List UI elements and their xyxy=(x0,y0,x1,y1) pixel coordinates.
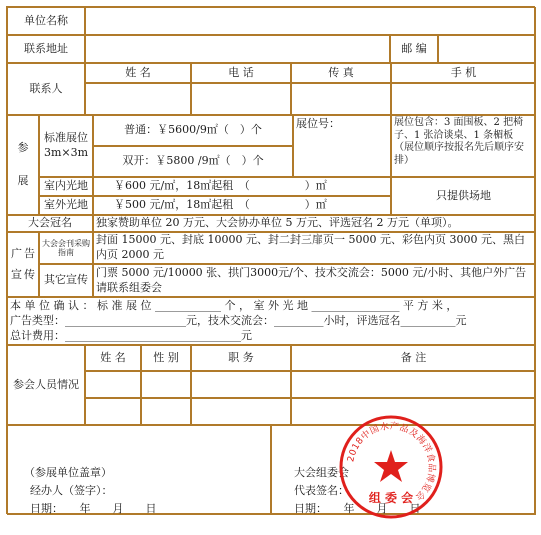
confirmation-section[interactable] xyxy=(7,297,536,345)
fax-field[interactable] xyxy=(291,83,391,115)
unit-name-label: 单位名称 xyxy=(7,7,85,35)
participant-row-2-gender[interactable] xyxy=(141,398,191,425)
indoor-ground-field[interactable]: ￥600 元/㎡，18㎡起租 （ ）㎡ xyxy=(93,177,391,196)
exhibitor-seal-label: （参展单位盖章） xyxy=(24,466,112,479)
handler-signature-label: 经办人（签字）： xyxy=(30,484,113,497)
standard-booth-label: 标准展位 3m×3m xyxy=(39,115,93,177)
participant-row-1-gender[interactable] xyxy=(141,371,191,398)
contact-address-label: 联系地址 xyxy=(7,35,85,63)
confirm-line-2: 广告类型：______________________元，技术交流会：_________小时，评选冠名__________元 xyxy=(10,313,467,327)
postcode-field[interactable] xyxy=(438,35,536,63)
seal-ring-text: 2018中国水产品及海洋食品博览会 xyxy=(346,421,437,502)
venue-only-note: 只提供场地 xyxy=(391,177,536,215)
outdoor-ground-field[interactable]: ￥500 元/㎡，18㎡起租 （ ）㎡ xyxy=(93,196,391,215)
mobile-header: 手 机 xyxy=(391,63,536,83)
indoor-ground-label: 室内光地 xyxy=(39,177,93,196)
name-header: 姓 名 xyxy=(85,63,191,83)
seal-bottom-text: 组 委 会 xyxy=(368,491,414,505)
contact-address-field[interactable] xyxy=(85,35,390,63)
official-seal-stamp xyxy=(338,414,444,520)
participant-row-2-name[interactable] xyxy=(85,398,141,425)
title-sponsor-label: 大会冠名 xyxy=(7,215,93,232)
exhibitor-date-label: 日期： 年 月 日 xyxy=(30,502,157,515)
booth-double-option[interactable]: 双开：￥5800 /9㎡（ ）个 xyxy=(93,146,293,177)
title-sponsor-text: 独家赞助单位 20 万元、大会协办单位 5 万元、评选冠名 2 万元（单项）。 xyxy=(93,215,536,232)
committee-label: 大会组委会 xyxy=(294,466,349,479)
name-field[interactable] xyxy=(85,83,191,115)
fax-header: 传 真 xyxy=(291,63,391,83)
committee-date-label: 日期： 年 月 日 xyxy=(294,502,421,515)
exhibitor-signature-box[interactable] xyxy=(7,425,271,515)
booth-single-option[interactable]: 普通：￥5600/9㎡（ ）个 xyxy=(93,115,293,146)
participant-row-1-remark[interactable] xyxy=(291,371,536,398)
participant-name-header: 姓 名 xyxy=(85,345,141,371)
confirm-line-1: 本 单 位 确 认 ： 标 准 展 位 ____________ 个 ， 室 外 光 地 ________________ 平 方 米 ， xyxy=(10,299,458,312)
participants-label: 参会人员情况 xyxy=(7,345,85,425)
participant-position-header: 职 务 xyxy=(191,345,291,371)
postcode-label: 邮 编 xyxy=(390,35,438,63)
unit-name-field[interactable] xyxy=(85,7,536,35)
participant-gender-header: 性 别 xyxy=(141,345,191,371)
booth-includes-note: 展位包含：3 面围板、2 把椅子、1 张洽谈桌、1 条楣板（展位顺序按报名先后顺序安排） xyxy=(391,115,536,177)
registration-form xyxy=(6,6,535,514)
other-ads-label: 其它宣传 xyxy=(39,264,93,297)
exhibit-label: 参 展 xyxy=(7,115,39,215)
contact-person-label: 联系人 xyxy=(7,63,85,115)
participant-row-2-position[interactable] xyxy=(191,398,291,425)
participant-row-1-name[interactable] xyxy=(85,371,141,398)
booth-number-field[interactable]: 展位号： xyxy=(293,115,391,177)
participant-remark-header: 备 注 xyxy=(291,345,536,371)
catalog-label: 大会会刊采购指南 xyxy=(39,232,93,264)
seal-star-icon xyxy=(374,450,408,482)
representative-signature-label: 代表签名： xyxy=(294,484,349,497)
other-ads-prices: 门票 5000 元/10000 张、拱门3000元/个、技术交流会：5000 元/小时、其他户外广告请联系组委会 xyxy=(93,264,536,297)
mobile-field[interactable] xyxy=(391,83,536,115)
phone-header: 电 话 xyxy=(191,63,291,83)
outdoor-ground-label: 室外光地 xyxy=(39,196,93,215)
participant-row-1-position[interactable] xyxy=(191,371,291,398)
catalog-prices: 封面 15000 元、封底 10000 元、封二封三扉页一 5000 元、彩色内页 3000 元、黑白内页 2000 元 xyxy=(93,232,536,264)
confirm-line-3: 总计费用：________________________________元 xyxy=(10,328,252,342)
phone-field[interactable] xyxy=(191,83,291,115)
advertising-label: 广 告 宣 传 xyxy=(7,232,39,297)
